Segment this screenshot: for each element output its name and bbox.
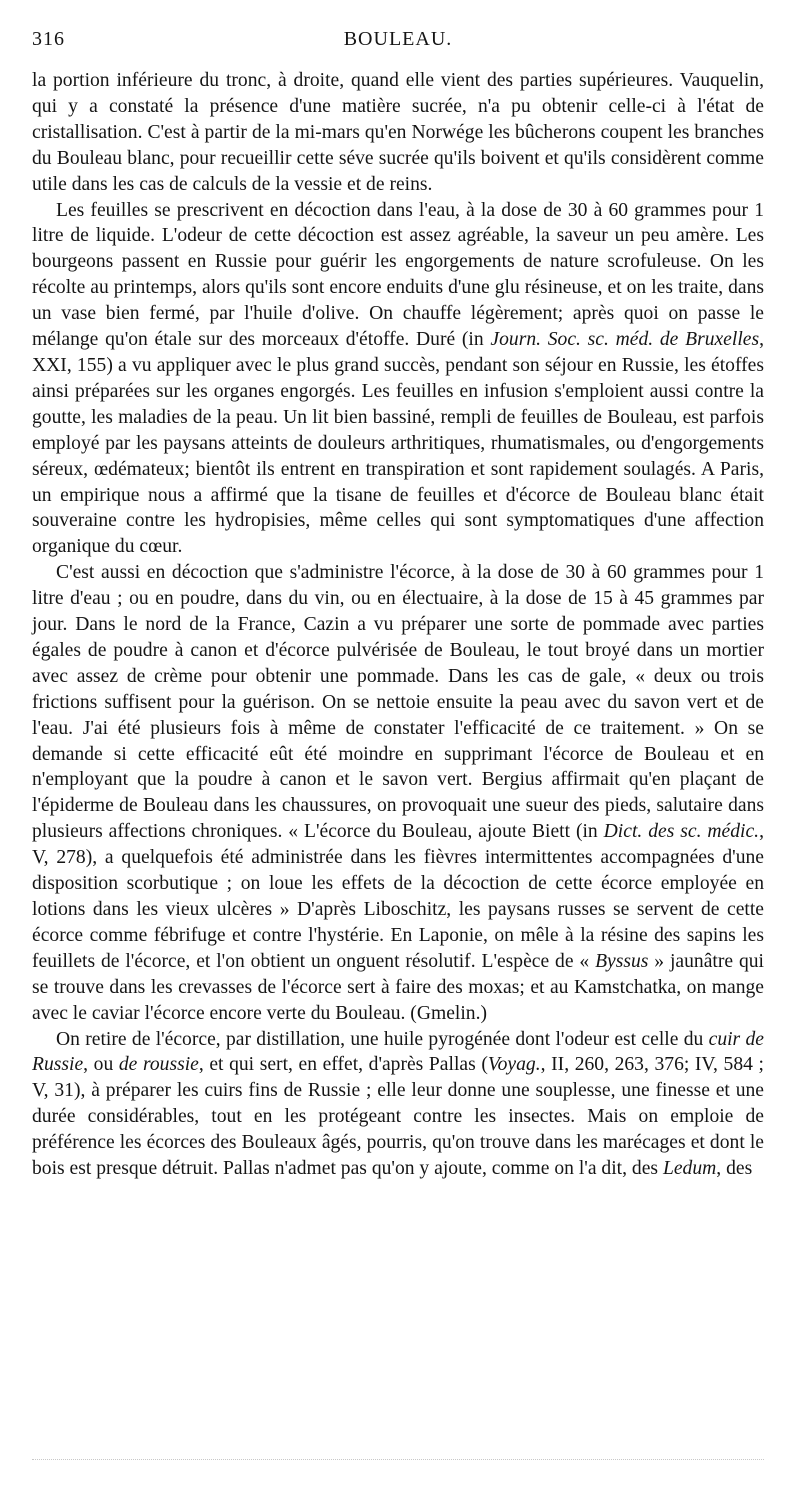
paragraph [32,1027,764,1182]
page-number: 316 [32,28,65,50]
paragraph-text: » jaunâtre qui se trouve dans les crevasses de l'écorce sert à faire des moxas; et au Kamstchatka, on mange avec le caviar l'écorce encore verte du Bouleau. (Gmelin.) [32,950,764,1024]
italic-text: Dict. des sc. médic. [603,821,760,843]
italic-text: Ledum [662,1158,717,1180]
paragraph [32,68,764,198]
book-page [32,28,764,1182]
paragraph-text: , des [716,1158,753,1180]
paragraph-text: , ou [83,1054,119,1076]
paragraph-text: la portion inférieure du tronc, à droite, quand elle vient des parties supérieures. Vauquelin, qui y a constaté la présence d'une matière sucrée, n'a pu obtenir celle-ci à l'état de cristallisation. C'est à partir de la mi-mars qu'en Norwége les bûcherons coupent les branches du Bouleau blanc, pour recueillir cette séve sucrée qu'ils boivent et qu'ils considèrent comme utile dans les cas de calculs de la vessie et de reins. [32,70,764,195]
paragraph-text: , et qui sert, en effet, d'après Pallas ( [198,1054,488,1076]
paragraph-text: , XXI, 155) a vu appliquer avec le plus grand succès, pendant son séjour en Russie, les étoffes ainsi préparées sur les organes engorgés. Les feuilles en infusion s'emploient aussi contre la goutte, les maladies de la peau. Un lit bien bassiné, rempli de feuilles de Bouleau, est parfois employé par les paysans atteints de douleurs arthritiques, rhumatismales, ou d'engorgements séreux, œdémateux; bientôt ils entrent en transpiration et sont rapidement soulagés. A Paris, un empirique nous a affirmé que la tisane de feuilles et d'écorce de Bouleau blanc était souveraine contre les hydropisies, même celles qui sont symptomatiques d'une affection organique du cœur. [32,329,764,558]
body-text [32,68,764,1182]
paragraph-text: Les feuilles se prescrivent en décoction dans l'eau, à la dose de 30 à 60 grammes pour 1 litre de liquide. L'odeur de cette décoction est assez agréable, la saveur un peu amère. Les bourgeons passent en Russie pour guérir les engorgements de nature scrofuleuse. On les récolte au printemps, alors qu'ils sont encore enduits d'une glu résineuse, et on les traite, dans un vase bien fermé, par l'huile d'olive. On chauffe légèrement; après quoi on passe le mélange qu'on étale sur des morceaux d'étoffe. Duré (in [32,199,764,351]
italic-text: Journ. Soc. sc. méd. de Bruxelles [490,329,760,351]
page-header [32,28,764,54]
italic-text: de roussie [118,1054,199,1076]
italic-text: Voyag. [487,1054,541,1076]
paragraph-text: C'est aussi en décoction que s'administre l'écorce, à la dose de 30 à 60 grammes pour 1 litre d'eau ; ou en poudre, dans du vin, ou en électuaire, à la dose de 15 à 45 grammes par jour. Dans le nord de la France, Cazin a vu préparer une sorte de pommade avec parties égales de poudre à canon et d'écorce pulvérisée de Bouleau, le tout broyé dans un mortier avec assez de crème pour obtenir une pommade. Dans les cas de gale, « deux ou trois frictions suffisent pour la guérison. On se nettoie ensuite la peau avec du savon vert et de l'eau. J'ai été plusieurs fois à même de constater l'efficacité de ce traitement. » On se demande si cette efficacité eût été moindre en supprimant l'écorce de Bouleau et en n'employant que la poudre à canon et le savon vert. Bergius affirmait qu'en plaçant de l'épiderme de Bouleau dans les chaussures, on provoquait une sueur des pieds, salutaire dans plusieurs affections chroniques. « L'écorce du Bouleau, ajoute Biett (in [32,562,764,843]
paragraph-text: On retire de l'écorce, par distillation, une huile pyrogénée dont l'odeur est celle du [56,1028,709,1050]
paragraph-text: , V, 278), a quelquefois été administrée dans les fièvres intermittentes accompagnées d'une disposition scorbutique ; on loue les effets de la décoction de cette écorce employée en lotions dans les vieux ulcères » D'après Liboschitz, les paysans russes se servent de cette écorce comme fébrifuge et contre l'hystérie. En Laponie, on mêle à la résine des sapins les feuillets de l'écorce, et l'on obtient un onguent résolutif. L'espèce de « [32,821,764,972]
paragraph-text: , II, 260, 263, 376; IV, 584 ; V, 31), à préparer les cuirs fins de Russie ; elle leur donne une souplesse, une finesse et une durée considérables, tout en les protégeant contre les insectes. Mais on emploie de préférence les écorces des Bouleaux âgés, pourris, qu'on trouve dans les marécages et dont le bois est presque détruit. Pallas n'admet pas qu'on y ajoute, comme on l'a dit, des [32,1054,764,1180]
italic-text: Byssus [595,950,649,972]
italic-text: cuir de Russie [32,1028,764,1076]
paragraph [32,198,764,561]
running-title: BOULEAU. [343,28,453,50]
footer-rule [32,1459,764,1460]
paragraph [32,560,764,1026]
